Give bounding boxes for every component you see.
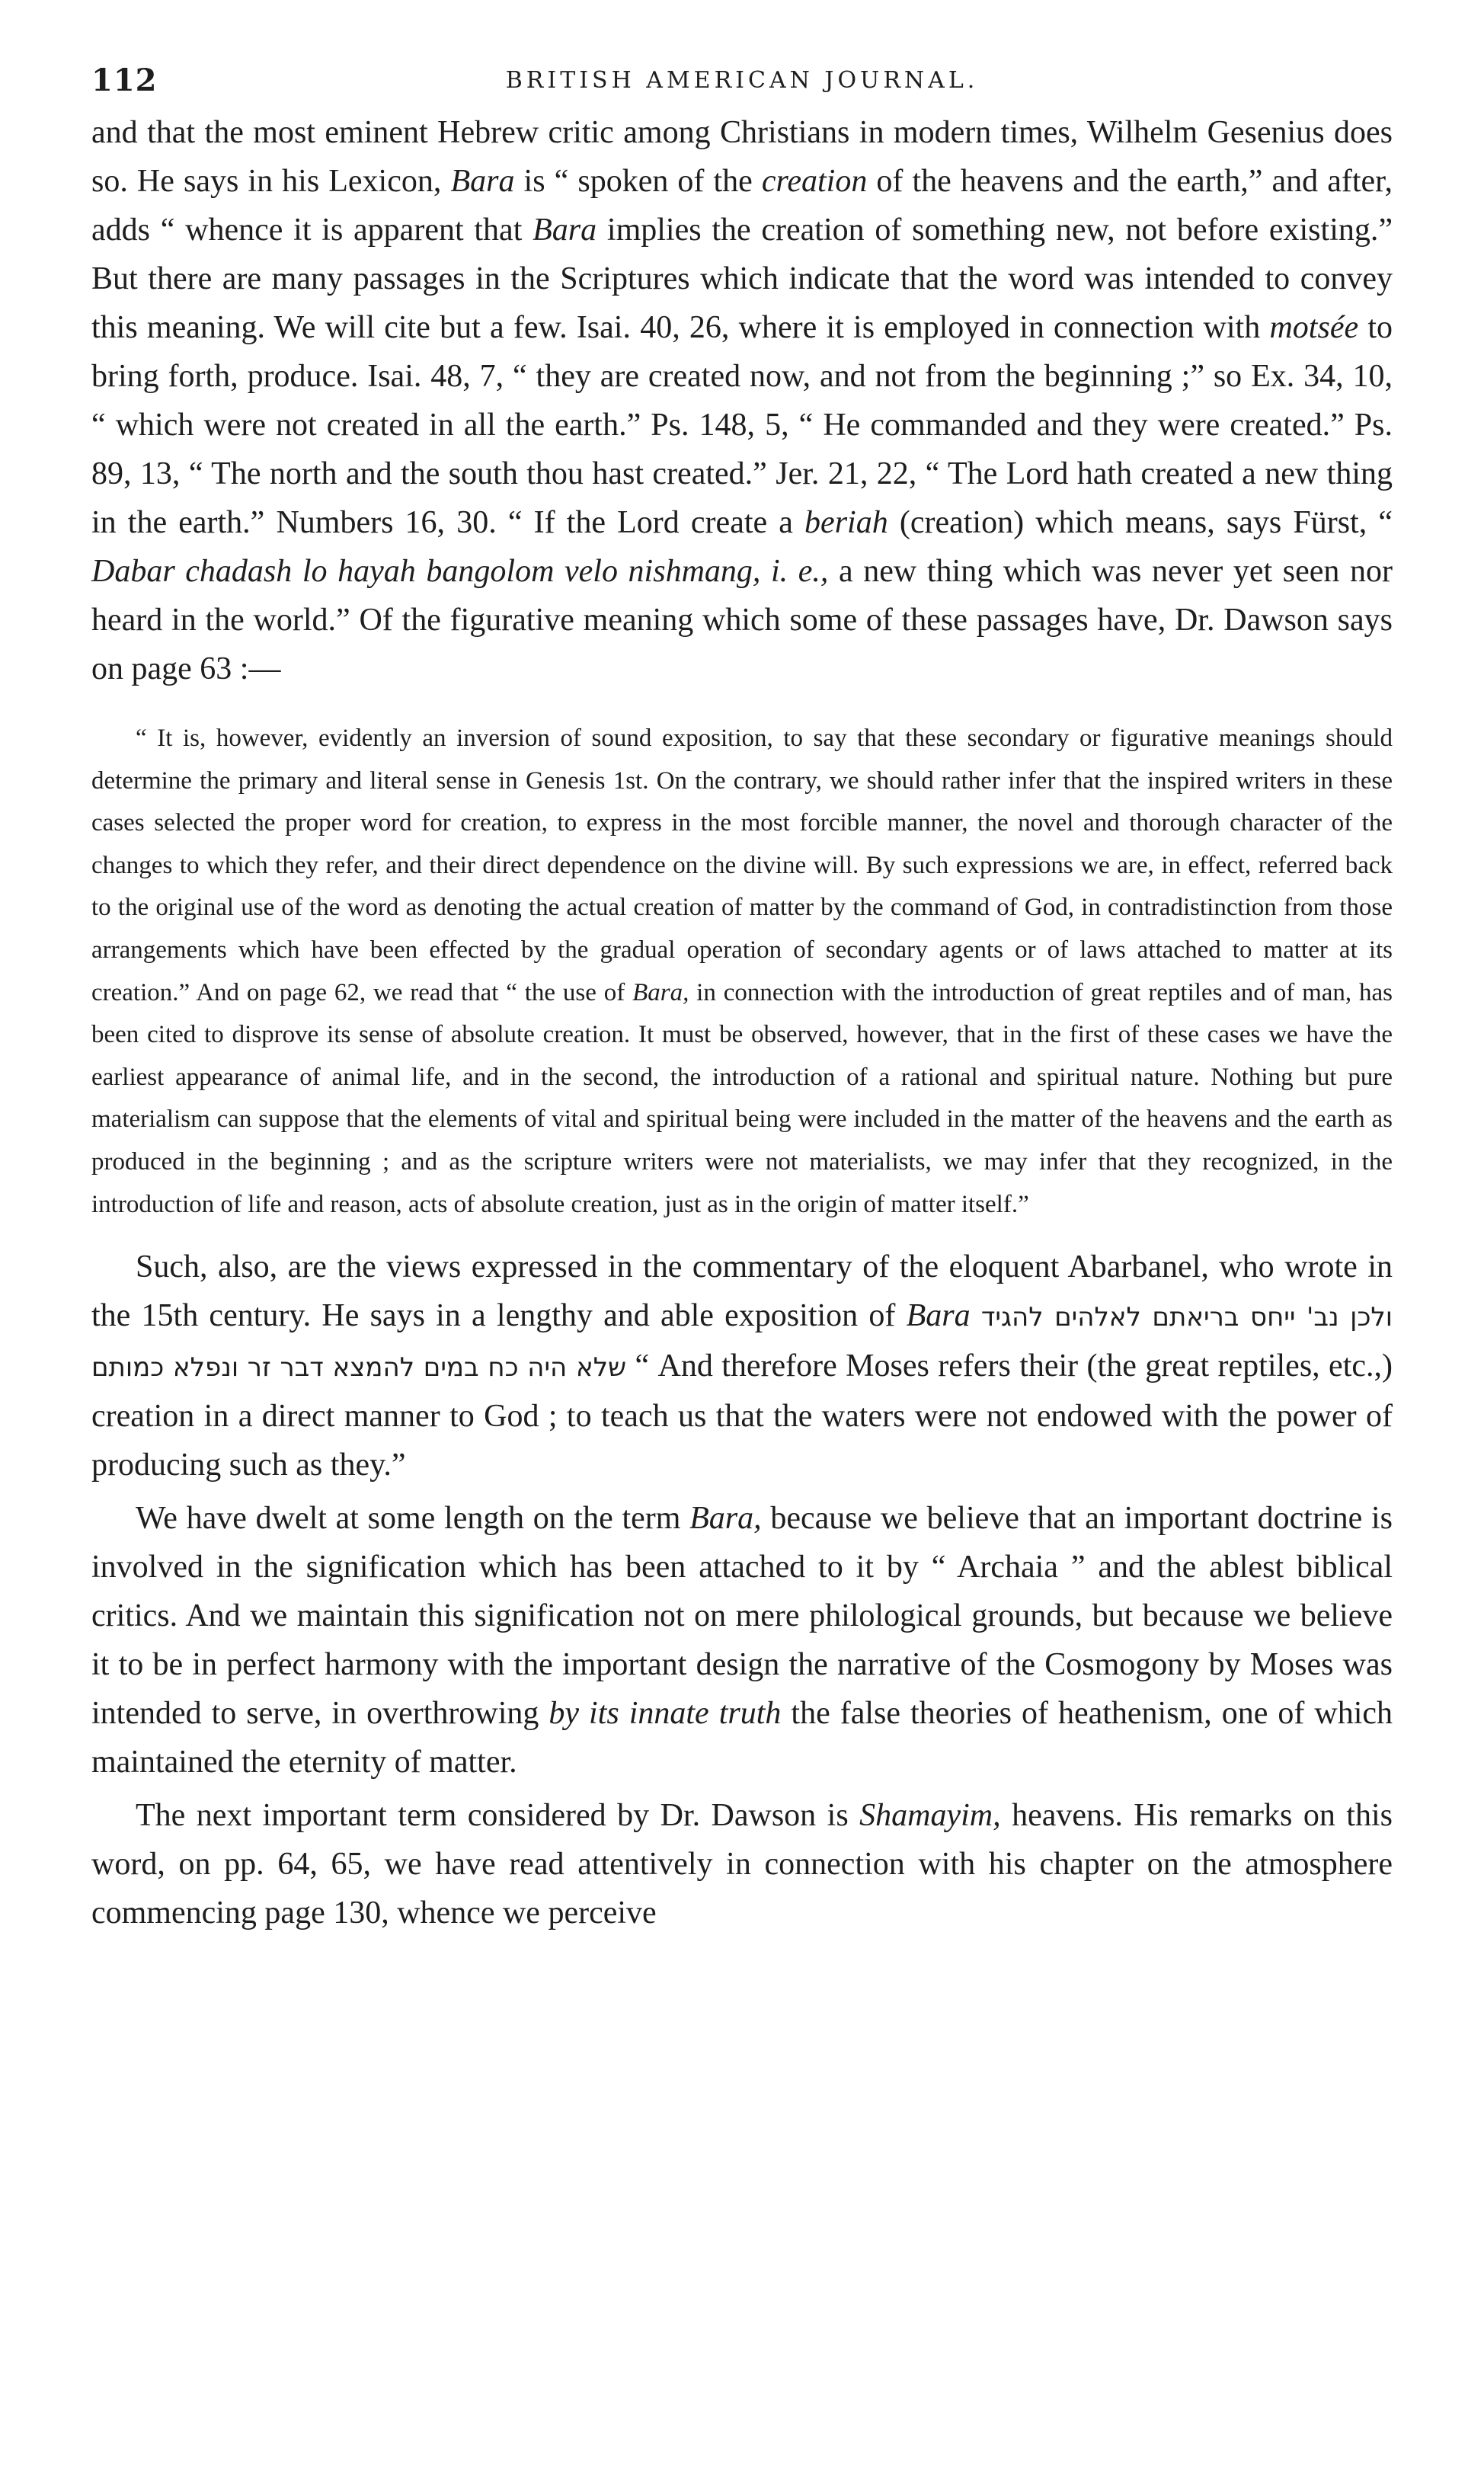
paragraph-gesenius: and that the most eminent Hebrew critic among Christians in modern times, Wilhelm Gesenius does so. He says in his Lexicon, Bara is “ spoken of the creation of the heavens and the earth,” and after, adds “ whence it is apparent that Bara implies the creation of something new, not before existing.” But there are many passages in the Scriptures which indicate that the word was intended to convey this meaning. We will cite but a few. Isai. 40, 26, where it is employed in connection with motsée to bring forth, produce. Isai. 48, 7, “ they are created now, and not from the beginning ;” so Ex. 34, 10, “ which were not created in all the earth.” Ps. 148, 5, “ He commanded and they were created.” Ps. 89, 13, “ The north and the south thou hast created.” Jer. 21, 22, “ The Lord hath created a new thing in the earth.” Numbers 16, 30. “ If the Lord create a beriah (creation) which means, says Fürst, “ Dabar chadash lo hayah bangolom velo nishmang, i. e., a new thing which was never yet seen nor heard in the world.” Of the figurative meaning which some of these passages have, Dr. Dawson says on page 63 :—: [91, 115, 1393, 686]
block-quote-dawson: “ It is, however, evidently an inversion of sound exposition, to say that these secondary or figurative meanings should determine the primary and literal sense in Genesis 1st. On the contrary, we should rather infer that the inspired writers in these cases selected the proper word for creation, to express in the most forcible manner, the novel and thorough character of the changes to which they refer, and their direct dependence on the divine will. By such expressions we are, in effect, referred back to the original use of the word as denoting the actual creation of matter by the command of God, in contradistinction from those arrangements which have been effected by the gradual operation of secondary agents or of laws attached to matter at its creation.” And on page 62, we read that “ the use of Bara, in connection with the introduction of great reptiles and of man, has been cited to disprove its sense of absolute creation. It must be observed, however, that in the first of these cases we have the earliest appearance of animal life, and in the second, the introduction of a rational and spiritual nature. Nothing but pure materialism can suppose that the elements of vital and spiritual being were included in the matter of the heavens and the earth as produced in the beginning ; and as the scripture writers were not materialists, we may infer that they recognized, in the introduction of life and reason, acts of absolute creation, just as in the origin of matter itself.”: [91, 725, 1393, 1218]
paragraph-abarbanel: Such, also, are the views expressed in the commentary of the eloquent Abarbanel, who wrote in the 15th century. He says in a lengthy and able exposition of Bara ולכן נב' ייחס בריאתם לאלהים להגיד שלא היה כח במים להמצא דבר זר ונפלא כמותם “ And therefore Moses refers their (the great reptiles, etc.,) creation in a direct manner to God ; to teach us that the waters were not endowed with the power of producing such as they.”: [91, 1249, 1393, 1483]
paragraph-shamayim: The next important term considered by Dr. Dawson is Shamayim, heavens. His remarks on this word, on pp. 64, 65, we have read attentively in connection with his chapter on the atmosphere commencing page 130, whence we perceive: [91, 1798, 1393, 1931]
page-number: 112: [91, 62, 158, 98]
hebrew-quotation: ולכן נב' ייחס בריאתם לאלהים להגיד שלא היה כח במים להמצא דבר זר ונפלא כמותם: [91, 1302, 1393, 1384]
running-title: BRITISH AMERICAN JOURNAL.: [505, 67, 979, 94]
page: [91, 62, 1393, 1937]
page-header: [91, 62, 1393, 108]
paragraph-bara-doctrine: We have dwelt at some length on the term Bara, because we believe that an important doctrine is involved in the signification which has been attached to it by “ Archaia ” and the ablest biblical critics. And we maintain this signification not on mere philological grounds, but because we believe it to be in perfect harmony with the important design the narrative of the Cosmogony by Moses was intended to serve, in overthrowing by its innate truth the false theories of heathenism, one of which maintained the eternity of matter.: [91, 1501, 1393, 1780]
